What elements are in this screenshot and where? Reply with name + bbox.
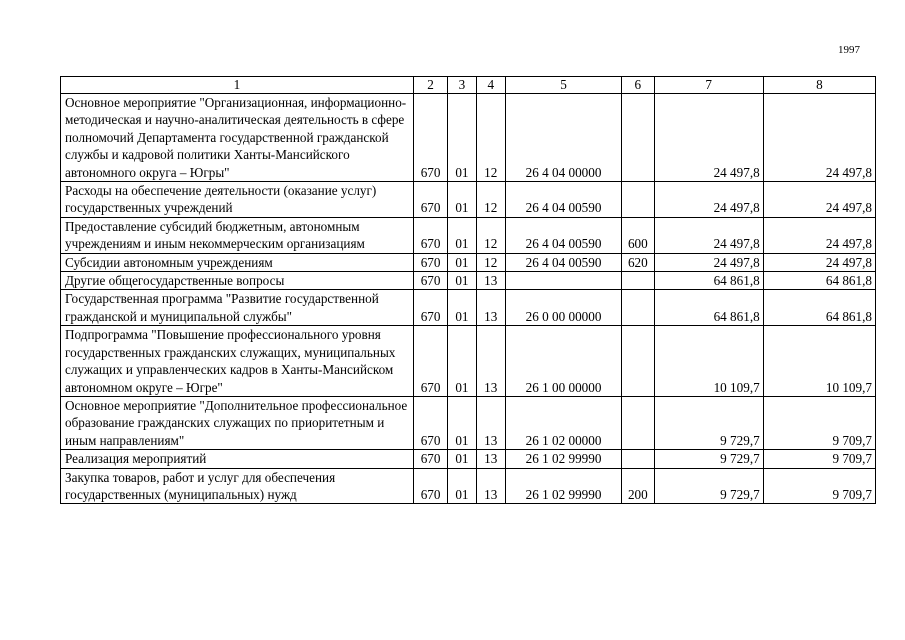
code-cell: 670 <box>413 94 447 182</box>
section-cell: 01 <box>448 396 476 449</box>
expense-type-cell <box>622 94 654 182</box>
code-cell: 670 <box>413 290 447 326</box>
column-header: 2 <box>413 77 447 94</box>
amount-col7-cell: 9 729,7 <box>654 450 763 468</box>
section-cell: 01 <box>448 290 476 326</box>
budget-table <box>60 76 876 504</box>
subsection-cell: 12 <box>476 217 505 253</box>
section-cell: 01 <box>448 450 476 468</box>
column-header: 6 <box>622 77 654 94</box>
amount-col8-cell: 24 497,8 <box>763 94 875 182</box>
target-article-cell: 26 4 04 00590 <box>505 217 621 253</box>
amount-col8-cell: 9 709,7 <box>763 468 875 504</box>
column-header: 8 <box>763 77 875 94</box>
amount-col7-cell: 9 729,7 <box>654 468 763 504</box>
amount-col7-cell: 24 497,8 <box>654 253 763 271</box>
subsection-cell: 13 <box>476 272 505 290</box>
target-article-cell <box>505 272 621 290</box>
code-cell: 670 <box>413 396 447 449</box>
column-header: 7 <box>654 77 763 94</box>
table-row <box>61 396 876 449</box>
target-article-cell: 26 1 00 00000 <box>505 326 621 397</box>
expense-type-cell: 200 <box>622 468 654 504</box>
row-name-cell: Реализация мероприятий <box>61 450 414 468</box>
subsection-cell: 13 <box>476 450 505 468</box>
amount-col8-cell: 64 861,8 <box>763 272 875 290</box>
expense-type-cell: 620 <box>622 253 654 271</box>
amount-col7-cell: 24 497,8 <box>654 94 763 182</box>
expense-type-cell <box>622 182 654 218</box>
row-name-cell: Другие общегосударственные вопросы <box>61 272 414 290</box>
target-article-cell: 26 1 02 99990 <box>505 468 621 504</box>
row-name-cell: Основное мероприятие "Дополнительное профессиональное образование гражданских служащих по приоритетным и иным направлениям" <box>61 396 414 449</box>
row-name-cell: Субсидии автономным учреждениям <box>61 253 414 271</box>
amount-col7-cell: 24 497,8 <box>654 182 763 218</box>
amount-col7-cell: 10 109,7 <box>654 326 763 397</box>
row-name-cell: Предоставление субсидий бюджетным, автономным учреждениям и иным некоммерческим организациям <box>61 217 414 253</box>
target-article-cell: 26 4 04 00590 <box>505 253 621 271</box>
code-cell: 670 <box>413 468 447 504</box>
subsection-cell: 13 <box>476 468 505 504</box>
target-article-cell: 26 0 00 00000 <box>505 290 621 326</box>
expense-type-cell: 600 <box>622 217 654 253</box>
page-number: 1997 <box>838 44 860 56</box>
expense-type-cell <box>622 290 654 326</box>
target-article-cell: 26 1 02 99990 <box>505 450 621 468</box>
row-name-cell: Закупка товаров, работ и услуг для обеспечения государственных (муниципальных) нужд <box>61 468 414 504</box>
section-cell: 01 <box>448 468 476 504</box>
target-article-cell: 26 1 02 00000 <box>505 396 621 449</box>
amount-col8-cell: 24 497,8 <box>763 217 875 253</box>
table-row <box>61 253 876 271</box>
column-header: 1 <box>61 77 414 94</box>
code-cell: 670 <box>413 182 447 218</box>
subsection-cell: 13 <box>476 290 505 326</box>
table-header-row <box>61 77 876 94</box>
amount-col7-cell: 64 861,8 <box>654 290 763 326</box>
row-name-cell: Государственная программа "Развитие государственной гражданской и муниципальной службы" <box>61 290 414 326</box>
row-name-cell: Расходы на обеспечение деятельности (оказание услуг) государственных учреждений <box>61 182 414 218</box>
subsection-cell: 12 <box>476 182 505 218</box>
expense-type-cell <box>622 326 654 397</box>
code-cell: 670 <box>413 217 447 253</box>
expense-type-cell <box>622 272 654 290</box>
table-row <box>61 272 876 290</box>
amount-col7-cell: 9 729,7 <box>654 396 763 449</box>
amount-col8-cell: 64 861,8 <box>763 290 875 326</box>
expense-type-cell <box>622 450 654 468</box>
amount-col8-cell: 10 109,7 <box>763 326 875 397</box>
subsection-cell: 12 <box>476 94 505 182</box>
subsection-cell: 13 <box>476 396 505 449</box>
table-row <box>61 217 876 253</box>
row-name-cell: Подпрограмма "Повышение профессионального уровня государственных гражданских служащих, муниципальных служащих и управленческих кадров в Ханты-Мансийском автономном округе – Югре" <box>61 326 414 397</box>
table-row <box>61 290 876 326</box>
section-cell: 01 <box>448 272 476 290</box>
section-cell: 01 <box>448 94 476 182</box>
section-cell: 01 <box>448 253 476 271</box>
code-cell: 670 <box>413 272 447 290</box>
amount-col7-cell: 64 861,8 <box>654 272 763 290</box>
expense-type-cell <box>622 396 654 449</box>
subsection-cell: 12 <box>476 253 505 271</box>
table-row <box>61 94 876 182</box>
section-cell: 01 <box>448 217 476 253</box>
table-row <box>61 182 876 218</box>
section-cell: 01 <box>448 326 476 397</box>
table-row <box>61 326 876 397</box>
target-article-cell: 26 4 04 00000 <box>505 94 621 182</box>
row-name-cell: Основное мероприятие "Организационная, информационно-методическая и научно-аналитическая деятельность в сфере полномочий Департамента государственной гражданской службы и кадровой политики Ханты-Мансийского автономного округа – Югры" <box>61 94 414 182</box>
amount-col8-cell: 24 497,8 <box>763 182 875 218</box>
amount-col7-cell: 24 497,8 <box>654 217 763 253</box>
code-cell: 670 <box>413 253 447 271</box>
column-header: 4 <box>476 77 505 94</box>
target-article-cell: 26 4 04 00590 <box>505 182 621 218</box>
code-cell: 670 <box>413 326 447 397</box>
table-row <box>61 450 876 468</box>
column-header: 3 <box>448 77 476 94</box>
column-header: 5 <box>505 77 621 94</box>
section-cell: 01 <box>448 182 476 218</box>
amount-col8-cell: 9 709,7 <box>763 450 875 468</box>
code-cell: 670 <box>413 450 447 468</box>
amount-col8-cell: 9 709,7 <box>763 396 875 449</box>
amount-col8-cell: 24 497,8 <box>763 253 875 271</box>
subsection-cell: 13 <box>476 326 505 397</box>
table-row <box>61 468 876 504</box>
